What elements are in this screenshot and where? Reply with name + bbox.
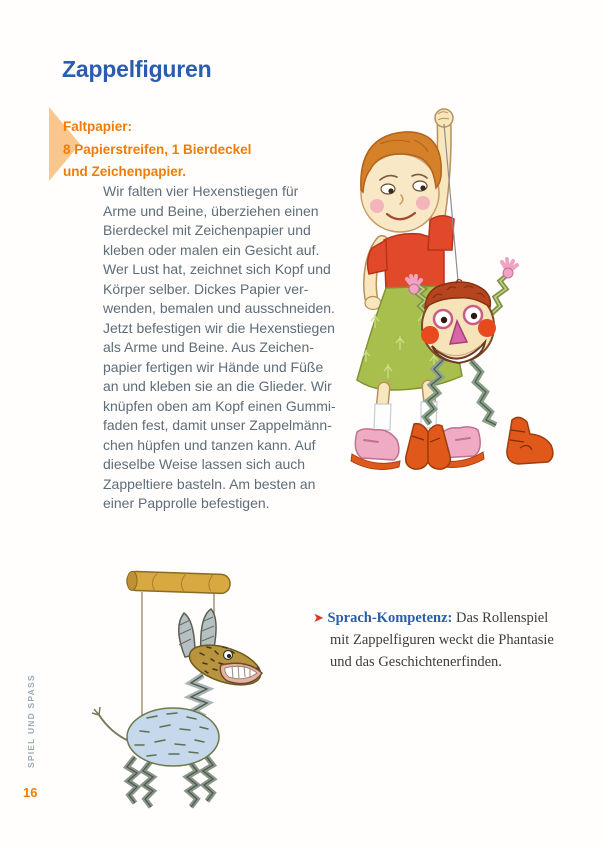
donkey-puppet-illustration	[85, 565, 300, 815]
instruction-line: Wer Lust hat, zeichnet sich Kopf und	[103, 261, 331, 277]
instruction-line: kleben oder malen ein Gesicht auf.	[103, 241, 320, 258]
tip-line: mit Zappelfiguren weckt die Phantasie	[330, 632, 554, 648]
tip-arrow-icon: ➤	[313, 610, 324, 625]
child-with-puppet-illustration	[330, 92, 575, 477]
instruction-line: Arme und Beine, überziehen einen	[103, 202, 319, 219]
instruction-line: faden fest, damit unser Zappelmänn-	[103, 417, 332, 433]
instruction-line: papier fertigen wir Hände und Füße	[103, 358, 324, 375]
instruction-line: wenden, bemalen und ausschneiden.	[103, 300, 335, 316]
page-title: Zappelfiguren	[62, 56, 212, 82]
cardboard-roll	[127, 571, 231, 594]
tip-text: Das Rollenspiel	[456, 610, 549, 626]
page-number: 16	[23, 785, 38, 800]
instruction-line: Bierdeckel mit Zeichenpapier und	[103, 222, 311, 238]
tip-label: Sprach-Kompetenz:	[327, 610, 453, 626]
instruction-line: Jetzt befestigen wir die Hexenstiegen	[103, 319, 335, 336]
tip-line: und das Geschichtenerfinden.	[330, 654, 502, 670]
instruction-line: dieselbe Weise lassen sich auch	[103, 456, 306, 472]
instruction-line: Wir falten vier Hexenstiegen für	[103, 183, 299, 199]
instruction-line: Zappeltiere basteln. Am besten an	[103, 475, 316, 492]
tip-text-continued	[330, 629, 583, 673]
materials-line: und Zeichenpapier.	[63, 164, 187, 179]
instructions-text	[103, 182, 336, 514]
instruction-line: als Arme und Beine. Aus Zeichen-	[103, 339, 314, 355]
instruction-line: Körper selber. Dickes Papier ver-	[103, 280, 309, 297]
materials-line: Faltpapier:	[63, 119, 133, 134]
tip-line	[313, 607, 583, 629]
child-shoe	[355, 429, 399, 460]
instruction-line: einer Papprolle befestigen.	[103, 495, 270, 511]
materials-line: 8 Papierstreifen, 1 Bierdeckel	[63, 141, 252, 157]
instruction-line: an und kleben sie an die Glieder. Wir	[103, 378, 332, 394]
instruction-line: knüpfen oben am Kopf einen Gummi-	[103, 397, 336, 414]
section-label: SPIEL UND SPASS	[26, 674, 36, 768]
donkey-tail	[99, 715, 129, 741]
donkey-body	[127, 708, 219, 766]
instruction-line: chen hüpfen und tanzen kann. Auf	[103, 436, 316, 453]
materials-list	[63, 116, 251, 184]
tip-block	[313, 607, 583, 673]
